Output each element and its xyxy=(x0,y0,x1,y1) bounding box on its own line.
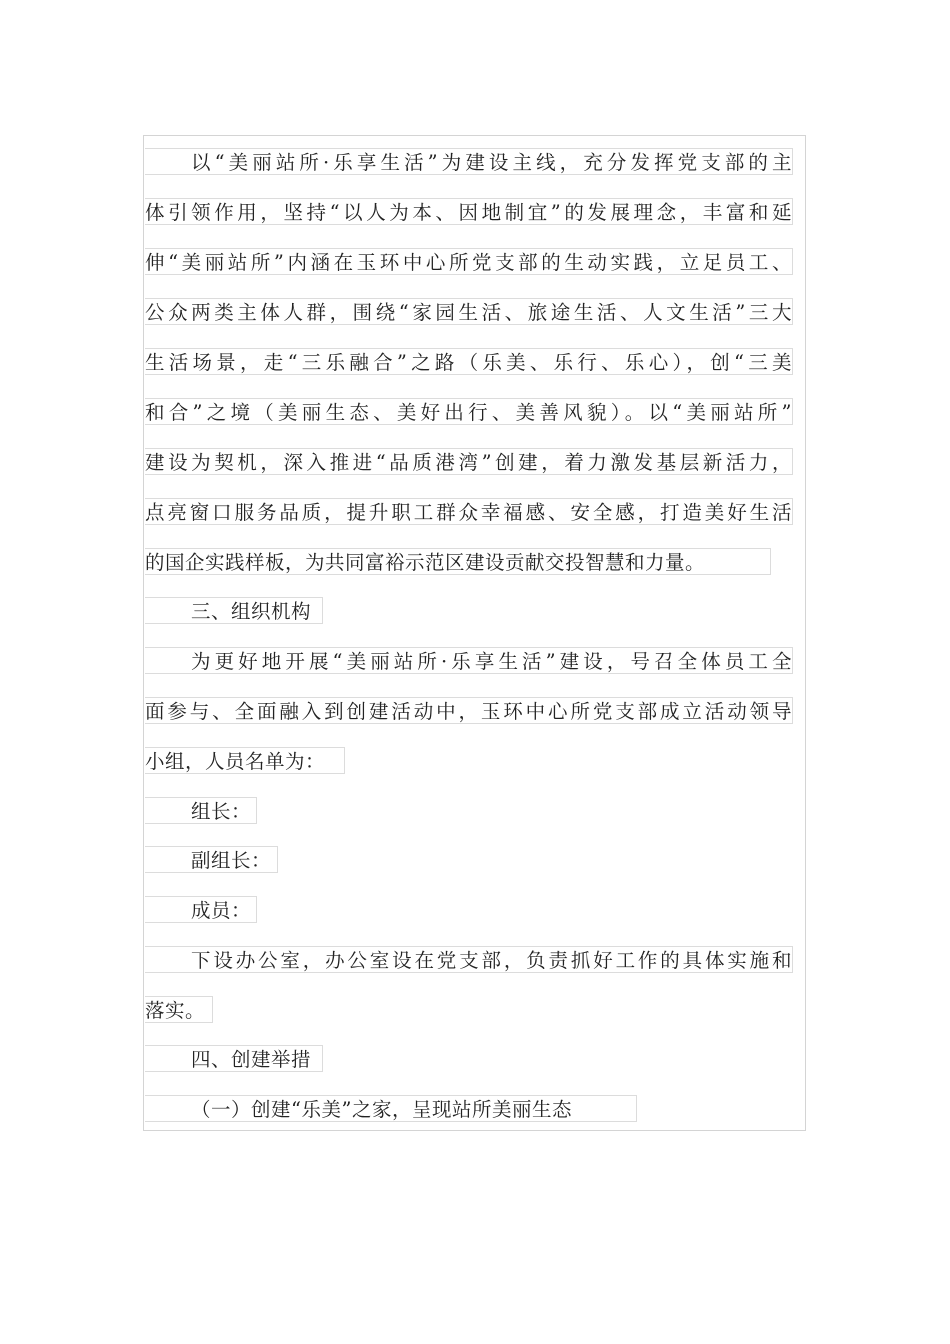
text-line: 点亮窗口服务品质，提升职工群众幸福感、安全感，打造美好生活 xyxy=(145,498,793,525)
text-line: 建设为契机，深入推进“品质港湾”创建，着力激发基层新活力， xyxy=(145,448,793,475)
text-line: 生活场景，走“三乐融合”之路（乐美、乐行、乐心），创“三美 xyxy=(145,348,793,375)
text-line: 为更好地开展“美丽站所·乐享生活”建设，号召全体员工全 xyxy=(145,647,793,674)
text-line: 下设办公室，办公室设在党支部，负责抓好工作的具体实施和 xyxy=(145,946,793,973)
text-line: 和合”之境（美丽生态、美好出行、美善风貌）。以“美丽站所” xyxy=(145,398,793,425)
deputy-leader-label: 副组长： xyxy=(145,846,278,873)
page-frame xyxy=(143,135,806,1131)
leader-label: 组长： xyxy=(145,797,257,824)
text-line: 公众两类主体人群，围绕“家园生活、旅途生活、人文生活”三大 xyxy=(145,298,793,325)
text-line: 伸“美丽站所”内涵在玉环中心所党支部的生动实践，立足员工、 xyxy=(145,248,793,275)
subsection-heading-1: （一）创建“乐美”之家，呈现站所美丽生态 xyxy=(145,1095,637,1122)
section-heading-4: 四、创建举措 xyxy=(145,1045,323,1072)
section-heading-3: 三、组织机构 xyxy=(145,597,323,624)
text-line: 面参与、全面融入到创建活动中，玉环中心所党支部成立活动领导 xyxy=(145,697,793,724)
text-line: 体引领作用，坚持“以人为本、因地制宜”的发展理念，丰富和延 xyxy=(145,198,793,225)
text-line: 落实。 xyxy=(145,996,213,1023)
members-label: 成员： xyxy=(145,896,257,923)
text-line: 小组，人员名单为： xyxy=(145,747,345,774)
text-line: 以“美丽站所·乐享生活”为建设主线，充分发挥党支部的主 xyxy=(145,148,793,175)
text-line: 的国企实践样板，为共同富裕示范区建设贡献交投智慧和力量。 xyxy=(145,548,771,575)
